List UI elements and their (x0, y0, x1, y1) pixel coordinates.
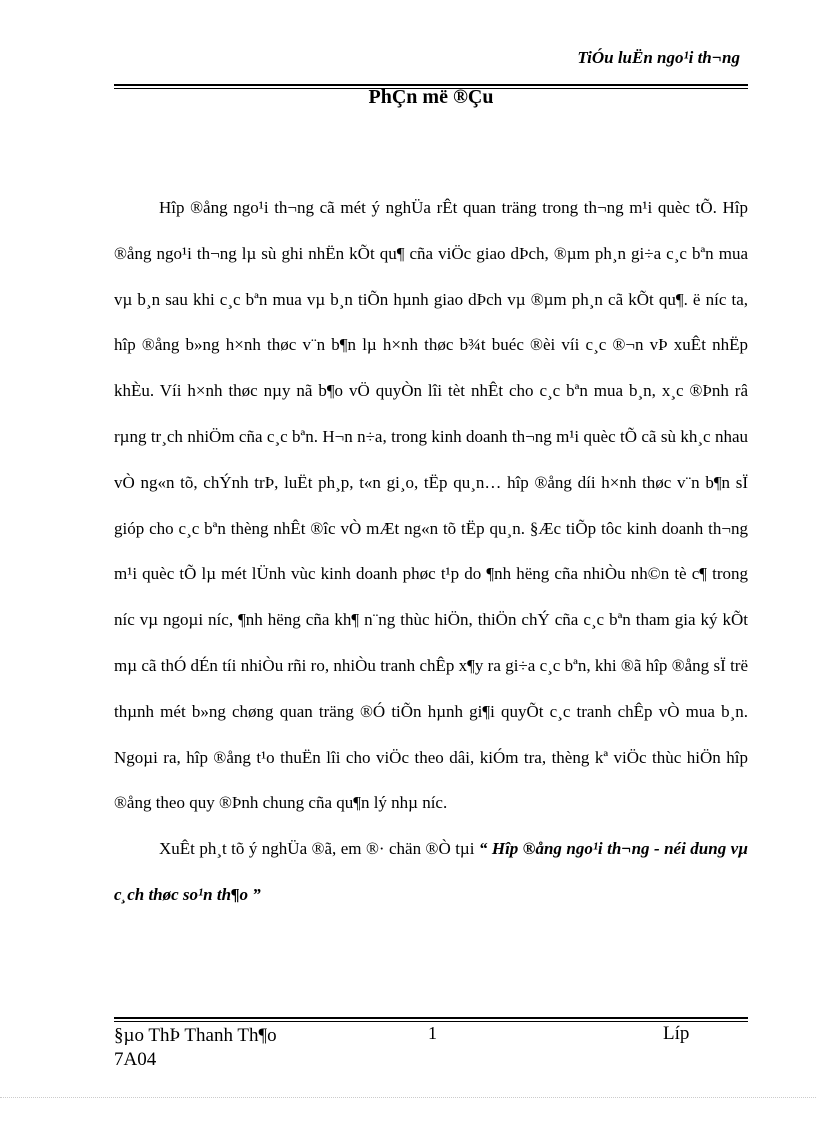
page-number: 1 (428, 1023, 437, 1043)
topic-paragraph (114, 826, 748, 918)
topic-prefix: XuÊt ph¸t tõ ý nghÜa ®ã, em ®· chän ®Ò tµi (159, 839, 479, 859)
running-header: TiÓu luËn ngo¹i th¬ng (577, 48, 740, 67)
footer-rule (114, 1017, 748, 1022)
section-title: PhÇn më ®Çu (368, 86, 494, 108)
intro-paragraph: Hîp ®ång ngo¹i th¬ng cã mét ý nghÜa rÊt quan träng trong th¬ng m¹i quèc tÕ. Hîp ®ång ngo¹i th¬ng lµ sù ghi nhËn kÕt qu¶ cña viÖc giao dÞch, ®µm ph¸n gi÷a c¸c bªn mua vµ b¸n sau khi c¸c bªn mua vµ b¸n tiÕn hµnh giao dÞch vµ ®µm ph¸n cã kÕt qu¶. ë níc ta, hîp ®ång b»ng h×nh thøc v¨n b¶n lµ h×nh thøc b¾t buéc ®èi víi c¸c ®¬n vÞ xuÊt nhËp khÈu. Víi h×nh thøc nµy nã b¶o vÖ quyÒn lîi tèt nhÊt cho c¸c bªn mua b¸n, x¸c ®Þnh râ rµng tr¸ch nhiÖm cña c¸c bªn. H¬n n÷a, trong kinh doanh th¬ng m¹i quèc tÕ cã sù kh¸c nhau vÒ ng«n tõ, chÝnh trÞ, luËt ph¸p, t«n gi¸o, tËp qu¸n… hîp ®ång díi h×nh thøc v¨n b¶n sÏ gióp cho c¸c bªn thèng nhÊt ®îc vÒ mÆt ng«n tõ tËp qu¸n. §Æc tiÕp tôc kinh doanh th¬ng m¹i quèc tÕ lµ mét lÜnh vùc kinh doanh phøc t¹p do ¶nh hëng cña nhiÒu nh©n tè c¶ trong níc vµ ngoµi níc, ¶nh hëng cña kh¶ n¨ng thùc hiÖn, thiÖn chÝ cña c¸c bªn tham gia ký kÕt mµ cã thÓ dÉn tíi nhiÒu rñi ro, nhiÒu tranh chÊp x¶y ra gi÷a c¸c bªn, khi ®ã hîp ®ång sÏ trë thµnh mét b»ng chøng quan träng ®Ó tiÕn hµnh gi¶i quyÕt c¸c tranh chÊp vÒ mua b¸n. Ngoµi ra, hîp ®ång t¹o thuËn lîi cho viÖc theo dâi, kiÓm tra, thèng kª viÖc thùc hiÖn hîp ®ång theo quy ®Þnh chung cña qu¶n lý nhµ níc. (114, 198, 748, 813)
topic-title: “ Hîp ®ång ngo¹i th¬ng - néi dung vµ c¸ch thøc so¹n th¶o ” (114, 839, 748, 904)
document-body (114, 185, 748, 918)
footer-author: §µo ThÞ Thanh Th¶o (114, 1025, 277, 1046)
footer-class-code: 7A04 (114, 1049, 157, 1070)
page-edge (0, 1097, 816, 1098)
footer-class-label: Líp (663, 1023, 690, 1044)
